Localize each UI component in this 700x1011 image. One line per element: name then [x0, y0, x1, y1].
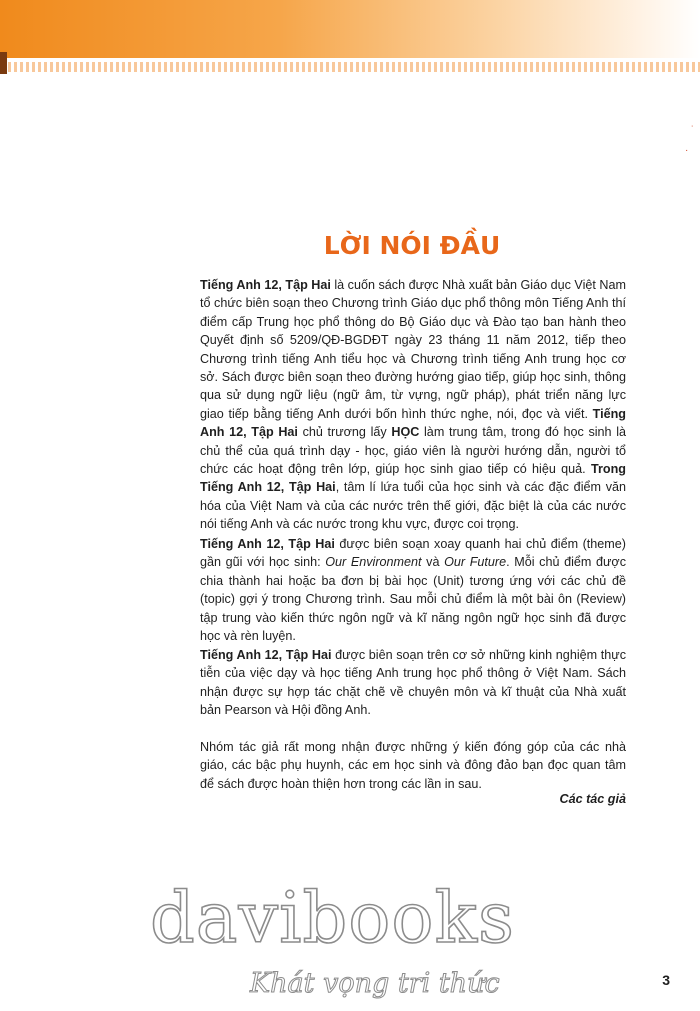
preface-paragraph-4: [200, 738, 626, 793]
paragraph-text: làm trung tâm, trong đó học sinh là chủ thể của quá trình dạy - học, giáo viên là người hướng dẫn, người tổ chức các hoạt động trên lớp, giúp học sinh giao tiếp có hiệu quả.: [200, 425, 626, 477]
theme-name-italic: Our Environment: [325, 555, 422, 570]
watermark-logo: davibooks: [150, 877, 515, 959]
paragraph-text: . Mỗi chủ điểm được chia thành hai hoặc ba đơn bị bài học (Unit) tương ứng với các chủ đề (topic) gợi ý trong Chương trình. Sau mỗi chủ điểm là một bài ôn (Review) tập trung vào kiến thức ngôn ngữ và kĩ năng ngôn ngữ học sinh đã được học và rèn luyện.: [200, 555, 626, 644]
author-signature: Các tác giả: [559, 792, 626, 806]
book-title-bold: Tiếng Anh 12, Tập Hai: [200, 648, 332, 662]
preface-paragraph-2: [200, 535, 626, 645]
book-title-bold: Trong Tiếng Anh 12, Tập Hai: [200, 462, 626, 495]
paragraph-text: chủ trương lấy: [297, 425, 392, 440]
paragraph-text: và: [421, 555, 445, 570]
header-left-mark: [0, 52, 7, 74]
page-title: LỜI NÓI ĐẦU: [323, 231, 501, 260]
paragraph-text: được biên soạn trên cơ sở những kinh nghiệm thực tiễn của việc dạy và học tiếng Anh trung học phổ thông ở Việt Nam. Sách nhận được sự hợp tác chặt chẽ về chuyên môn và kĩ thuật của Nhà xuất bản Pearson và Hội đồng Anh.: [200, 648, 626, 718]
print-speck-mark: ˙: [691, 125, 695, 136]
header-dotted-stripe: [8, 62, 700, 72]
print-speck-mark: ·: [685, 145, 689, 156]
emphasis-bold: HỌC: [391, 425, 420, 440]
page-number: 3: [662, 972, 670, 988]
paragraph-text: , tâm lí lứa tuổi của học sinh và các đặc điểm văn hóa của Việt Nam và của các nước trên thế giới, đặc biệt là của các nước nói tiếng Anh và các nước trong khu vực, được coi trọng.: [200, 480, 626, 532]
watermark-slogan: Khát vọng tri thức: [250, 968, 500, 999]
paragraph-text: được biên soạn xoay quanh hai chủ điểm (theme) gần gũi với học sinh:: [200, 537, 626, 570]
header-orange-band: [0, 0, 700, 58]
theme-name-italic: Our Future: [444, 555, 507, 570]
preface-paragraph-3: [200, 646, 626, 720]
book-title-bold: Tiếng Anh 12, Tập Hai: [200, 278, 331, 292]
paragraph-text: là cuốn sách được Nhà xuất bản Giáo dục Việt Nam tổ chức biên soạn theo Chương trình Giáo dục phổ thông môn Tiếng Anh thí điểm cấp Trung học phổ thông do Bộ Giáo dục và Đào tạo ban hành theo Quyết định số 5209/QĐ-BGDĐT ngày 23 tháng 11 năm 2012, tiếp theo Chương trình tiếng Anh tiểu học và Chương trình tiếng Anh trung học cơ sở. Sách được biên soạn theo đường hướng giao tiếp, giúp học sinh, thông qua sử dụng ngữ liệu (ngữ âm, từ vựng, ngữ pháp), phát triển năng lực giao tiếp bằng tiếng Anh dưới bốn hình thức nghe, nói, đọc và viết.: [200, 278, 626, 421]
paragraph-text: Nhóm tác giả rất mong nhận được những ý kiến đóng góp của các nhà giáo, các bậc phụ huynh, các em học sinh và đông đảo bạn đọc quan tâm để sách được hoàn thiện hơn trong các lần in sau.: [200, 740, 626, 791]
preface-paragraph-1: [200, 276, 626, 534]
book-title-bold: Tiếng Anh 12, Tập Hai: [200, 537, 335, 551]
book-title-bold: Tiếng Anh 12, Tập Hai: [200, 406, 626, 440]
